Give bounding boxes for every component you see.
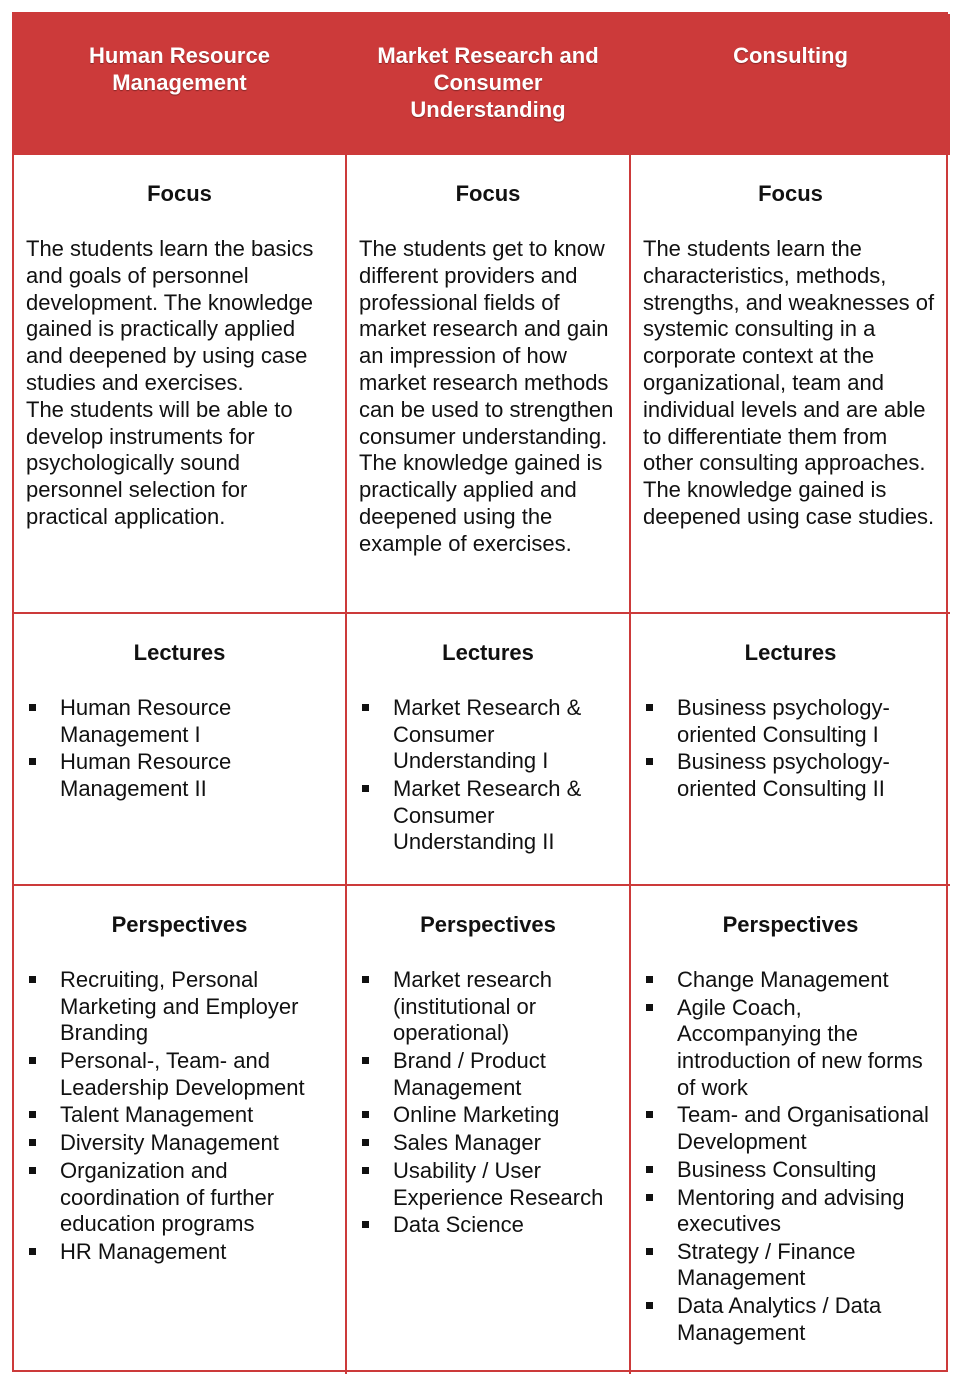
bullet-icon (29, 976, 36, 983)
list-item: Change Management (631, 967, 946, 994)
list-item: Diversity Management (14, 1130, 341, 1157)
bullet-icon (362, 1139, 369, 1146)
header-cell-hr (14, 14, 347, 155)
bullet-icon (646, 1194, 653, 1201)
list-item: Recruiting, Personal Marketing and Employer Branding (14, 967, 341, 1047)
bullet-icon (29, 758, 36, 765)
lectures-heading: Lectures (442, 640, 534, 665)
focus-cell-hr (14, 155, 347, 614)
perspectives-heading: Perspectives (722, 912, 859, 937)
lectures-cell-consulting (631, 614, 950, 886)
bullet-icon (646, 1111, 653, 1118)
list-item: HR Management (14, 1239, 341, 1266)
perspectives-heading: Perspectives (420, 912, 556, 937)
column-title-hr: Human Resource Management (89, 43, 270, 95)
list-item: Data Science (347, 1212, 625, 1239)
comparison-table (12, 12, 948, 1372)
bullet-icon (362, 1221, 369, 1228)
perspectives-list-market-research (347, 967, 629, 1239)
column-title-market-research: Market Research and Consumer Understanding (377, 43, 599, 122)
bullet-icon (29, 1111, 36, 1118)
bullet-icon (646, 1004, 653, 1011)
column-title-consulting: Consulting (733, 43, 848, 68)
focus-paragraph: The students learn the characteristics, methods, strengths, and weaknesses of systemic consulting in a corporate context at the organizational, team and individual levels and are able to differentiate them from other consulting approaches. The knowledge gained is deepened using case studies. (643, 236, 935, 529)
focus-paragraph: The students will be able to develop instruments for psychologically sound personnel selection for practical application. (26, 396, 293, 529)
list-item: Data Analytics / Data Management (631, 1293, 946, 1346)
perspectives-cell-hr (14, 886, 347, 1374)
bullet-icon (646, 1248, 653, 1255)
perspectives-cell-consulting (631, 886, 950, 1374)
lectures-list-consulting (631, 695, 950, 803)
bullet-icon (29, 1057, 36, 1064)
lectures-cell-market-research (347, 614, 631, 886)
bullet-icon (646, 1302, 653, 1309)
bullet-icon (29, 704, 36, 711)
lectures-list-market-research (347, 695, 629, 856)
bullet-icon (362, 976, 369, 983)
list-item: Business psychology-oriented Consulting I (631, 695, 946, 748)
list-item: Market Research & Consumer Understanding II (347, 776, 625, 856)
bullet-icon (362, 1167, 369, 1174)
focus-paragraph: The students learn the basics and goals of personnel development. The knowledge gained is practically applied and deepened by using case studies and exercises. (26, 236, 314, 395)
list-item: Human Resource Management II (14, 749, 341, 802)
perspectives-list-consulting (631, 967, 950, 1346)
header-cell-consulting (631, 14, 950, 155)
header-cell-market-research (347, 14, 631, 155)
list-item: Business psychology-oriented Consulting II (631, 749, 946, 802)
focus-heading: Focus (758, 181, 823, 206)
list-item: Sales Manager (347, 1130, 625, 1157)
bullet-icon (362, 785, 369, 792)
list-item: Team- and Organisational Development (631, 1102, 946, 1155)
bullet-icon (646, 1166, 653, 1173)
list-item: Online Marketing (347, 1102, 625, 1129)
bullet-icon (646, 976, 653, 983)
list-item: Market research (institutional or operational) (347, 967, 625, 1047)
focus-text-hr (14, 236, 345, 531)
bullet-icon (646, 704, 653, 711)
list-item: Mentoring and advising executives (631, 1185, 946, 1238)
list-item: Talent Management (14, 1102, 341, 1129)
bullet-icon (29, 1167, 36, 1174)
lectures-heading: Lectures (744, 640, 837, 665)
perspectives-list-hr (14, 967, 345, 1265)
list-item: Brand / Product Management (347, 1048, 625, 1101)
bullet-icon (362, 704, 369, 711)
list-item: Human Resource Management I (14, 695, 341, 748)
bullet-icon (362, 1057, 369, 1064)
focus-text-market-research (347, 236, 629, 558)
perspectives-cell-market-research (347, 886, 631, 1374)
bullet-icon (29, 1248, 36, 1255)
lectures-heading: Lectures (133, 640, 226, 665)
bullet-icon (29, 1139, 36, 1146)
lectures-cell-hr (14, 614, 347, 886)
list-item: Personal-, Team- and Leadership Development (14, 1048, 341, 1101)
list-item: Agile Coach, Accompanying the introduction of new forms of work (631, 995, 946, 1101)
list-item: Strategy / Finance Management (631, 1239, 946, 1292)
perspectives-heading: Perspectives (111, 912, 248, 937)
focus-text-consulting (631, 236, 950, 531)
focus-cell-market-research (347, 155, 631, 614)
focus-cell-consulting (631, 155, 950, 614)
list-item: Market Research & Consumer Understanding I (347, 695, 625, 775)
focus-heading: Focus (147, 181, 212, 206)
bullet-icon (646, 758, 653, 765)
list-item: Usability / User Experience Research (347, 1158, 625, 1211)
list-item: Business Consulting (631, 1157, 946, 1184)
lectures-list-hr (14, 695, 345, 803)
list-item: Organization and coordination of further education programs (14, 1158, 341, 1238)
focus-paragraph: The students get to know different providers and professional fields of market research and gain an impression of how market research methods can be used to strengthen consumer understanding. The knowledge gained is practically applied and deepened using the example of exercises. (359, 236, 614, 556)
bullet-icon (362, 1111, 369, 1118)
focus-heading: Focus (455, 181, 521, 206)
